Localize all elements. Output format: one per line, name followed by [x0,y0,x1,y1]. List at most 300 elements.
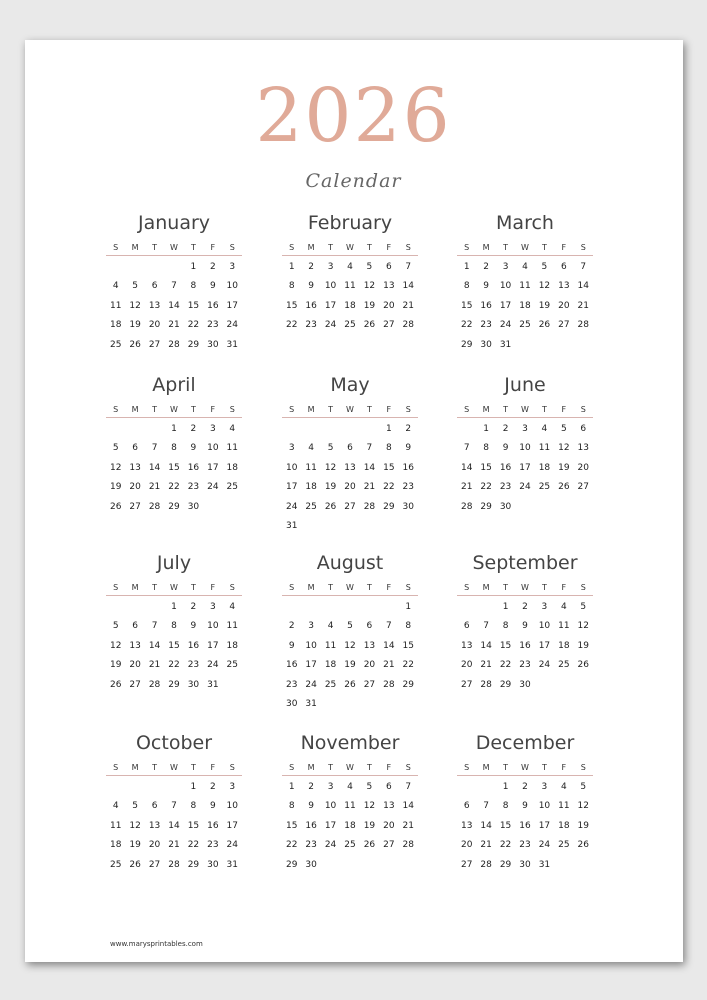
day-cell: 10 [538,621,551,632]
day-cell: 23 [187,660,200,671]
weekday-label: S [580,405,586,414]
day-cell: 3 [541,602,548,612]
day-cell [535,676,554,695]
day-cell: 18 [344,820,356,831]
day-cell: 28 [480,859,492,870]
day-cell: 20 [558,300,570,311]
day-cell: 3 [209,424,216,434]
day-cell: 1 [385,424,392,434]
day-cell: 22 [285,320,298,331]
day-cell [203,498,222,517]
day-cell: 17 [538,640,551,651]
day-cell: 25 [305,501,317,512]
day-cell: 11 [109,820,122,831]
day-cell: 24 [207,482,219,493]
day-cell: 26 [344,679,356,690]
day-cell [457,420,476,439]
day-cell: 22 [187,320,200,331]
day-cell: 21 [148,660,161,671]
week-row [282,637,418,656]
weekday-label: M [482,405,490,414]
day-cell: 7 [483,621,489,632]
day-cell: 21 [480,660,492,671]
day-cell: 17 [226,820,238,831]
day-cell: 12 [558,443,570,454]
weekday-label: S [229,405,235,414]
day-cell: 16 [480,300,492,311]
day-cell: 28 [402,840,414,851]
day-cell: 28 [402,320,414,331]
weekday-label: S [464,405,470,414]
day-cell: 10 [324,281,337,292]
day-cell: 1 [463,262,470,272]
day-cell: 26 [577,660,589,671]
day-cell [125,258,144,277]
day-cell [340,695,359,714]
week-row [106,836,242,855]
week-row [282,459,418,478]
day-cell: 28 [480,679,492,690]
day-cell: 5 [580,782,587,792]
day-cell: 14 [460,462,473,473]
day-cell: 29 [187,339,200,350]
day-cell: 30 [519,859,531,870]
day-cell [476,598,495,617]
day-cell [457,778,476,797]
weekday-label: S [113,763,119,772]
day-cell: 20 [577,462,589,473]
day-cell: 15 [187,300,200,311]
day-cell: 5 [560,424,567,434]
day-cell: 17 [538,820,551,831]
day-cell: 20 [460,660,473,671]
day-cell [145,258,164,277]
day-cell: 3 [327,262,334,272]
day-cell: 3 [229,262,236,272]
day-cell: 27 [383,840,395,851]
day-cell [223,498,242,517]
day-cell: 17 [207,462,219,473]
day-cell: 23 [187,482,200,493]
day-cell: 22 [480,482,492,493]
day-cell: 18 [226,640,238,651]
day-cell: 8 [171,443,177,454]
day-cell: 8 [171,621,177,632]
weekday-label: S [464,583,470,592]
day-cell: 12 [538,281,551,292]
month-september [457,551,593,695]
day-cell [554,336,573,355]
month-title: March [496,212,554,234]
day-cell: 30 [207,859,219,870]
week-row [457,598,593,617]
weekday-label: T [152,405,157,414]
weekday-label: W [346,405,354,414]
weekday-label: M [482,243,490,252]
day-cell [340,420,359,439]
day-cell: 22 [499,840,512,851]
day-cell [554,856,573,875]
day-cell: 1 [288,262,295,272]
day-cell: 28 [577,320,589,331]
day-cell: 24 [538,840,551,851]
day-cell [360,856,379,875]
week-row [457,836,593,855]
day-cell: 2 [209,262,216,272]
day-cell: 4 [229,602,236,612]
day-cell: 3 [308,621,314,632]
day-cell: 6 [151,281,158,292]
day-cell: 2 [502,424,509,434]
day-cell: 26 [324,501,337,512]
month-march [457,211,593,355]
month-title: January [137,212,211,234]
day-cell: 15 [168,640,180,651]
day-cell: 13 [148,300,161,311]
day-cell: 9 [522,621,528,632]
day-cell [125,598,144,617]
day-cell: 23 [207,320,219,331]
day-cell: 18 [519,300,531,311]
day-cell: 25 [538,482,551,493]
week-row [457,797,593,816]
day-cell: 22 [168,660,180,671]
weekday-label: S [229,763,235,772]
day-cell: 17 [305,660,317,671]
weekday-label: F [561,405,567,414]
day-cell: 13 [558,281,570,292]
month-title: November [300,732,400,754]
day-cell: 24 [324,320,337,331]
day-cell: 5 [541,262,548,272]
day-cell: 30 [519,679,531,690]
weekday-header [106,403,242,418]
day-cell: 4 [327,621,334,632]
day-cell: 11 [305,462,317,473]
day-cell: 2 [483,262,489,272]
weekday-label: T [328,243,333,252]
day-cell: 29 [168,501,180,512]
day-cell: 6 [347,443,353,454]
day-cell: 25 [344,840,356,851]
day-cell: 12 [324,462,337,473]
day-cell: 11 [226,443,238,454]
day-cell: 30 [480,339,492,350]
week-row [106,617,242,636]
weekday-label: W [170,243,178,252]
day-cell: 15 [383,462,395,473]
weekday-label: F [386,405,392,414]
day-cell: 25 [109,339,122,350]
day-cell: 8 [502,621,509,632]
week-row [457,316,593,335]
day-cell: 19 [129,320,141,331]
day-cell: 21 [363,482,376,493]
day-cell: 18 [226,462,238,473]
weekday-header [282,241,418,256]
day-cell: 16 [305,820,317,831]
day-cell [360,695,379,714]
day-cell: 14 [148,462,161,473]
week-row [106,316,242,335]
weekday-label: S [580,243,586,252]
day-cell [457,598,476,617]
day-cell [282,420,301,439]
month-title: May [330,374,370,396]
day-cell: 14 [402,801,414,812]
day-cell: 17 [226,300,238,311]
day-cell: 27 [344,501,356,512]
day-cell [125,420,144,439]
day-cell: 2 [209,782,216,792]
day-cell [379,598,398,617]
day-cell: 6 [132,443,138,454]
weekday-label: T [328,763,333,772]
weekday-label: S [405,763,411,772]
weekday-label: S [289,243,295,252]
day-cell: 26 [109,679,122,690]
day-cell: 2 [522,782,528,792]
day-cell: 26 [109,501,122,512]
day-cell: 6 [151,801,158,812]
day-cell: 2 [190,424,197,434]
day-cell: 29 [285,859,298,870]
day-cell: 5 [580,602,587,612]
weekday-label: S [113,243,119,252]
weekday-label: F [210,405,216,414]
day-cell: 4 [112,281,119,292]
weekday-label: T [541,583,547,592]
day-cell: 31 [285,520,298,531]
day-cell: 15 [285,820,298,831]
day-cell: 25 [344,320,356,331]
day-cell [321,856,340,875]
day-cell [301,517,320,536]
weekday-label: T [366,583,372,592]
weekday-label: T [541,763,547,772]
day-cell: 6 [463,621,470,632]
month-december [457,731,593,875]
day-cell: 12 [109,462,122,473]
day-cell: 5 [132,801,138,812]
day-cell: 7 [405,782,412,792]
weekday-label: M [482,763,490,772]
day-cell: 12 [109,640,122,651]
day-cell: 20 [129,660,141,671]
weekday-label: M [307,405,315,414]
day-cell: 15 [168,462,180,473]
day-cell: 19 [324,482,337,493]
weekday-label: W [521,243,529,252]
day-cell [340,517,359,536]
day-cell: 7 [151,443,158,454]
week-row [106,459,242,478]
day-cell: 14 [168,820,180,831]
day-cell: 4 [522,262,528,272]
day-cell: 10 [538,801,551,812]
day-cell: 3 [522,424,528,434]
day-cell: 2 [308,262,314,272]
weekday-label: T [190,763,196,772]
day-cell: 24 [499,320,512,331]
weekday-header [282,403,418,418]
day-cell: 4 [560,602,567,612]
day-cell: 21 [402,820,414,831]
day-cell [282,598,301,617]
week-row [106,258,242,277]
day-cell: 17 [324,820,337,831]
day-cell: 14 [480,820,492,831]
weekday-label: M [131,763,139,772]
day-cell: 27 [460,859,473,870]
day-cell [399,695,418,714]
day-cell [574,676,593,695]
weekday-header [282,761,418,776]
weekday-label: F [386,583,392,592]
weekday-label: S [113,583,119,592]
day-cell: 28 [383,679,395,690]
day-cell [515,498,534,517]
day-cell: 21 [168,320,180,331]
weekday-label: T [152,243,157,252]
day-cell [574,498,593,517]
day-cell: 23 [499,482,512,493]
day-cell: 26 [129,859,141,870]
weekday-label: T [366,405,372,414]
day-cell: 28 [363,501,376,512]
day-cell: 6 [385,782,392,792]
day-cell: 17 [207,640,219,651]
week-row [282,420,418,439]
year-title: 2026 [255,73,452,159]
weekday-label: T [541,243,547,252]
day-cell: 16 [402,462,414,473]
day-cell: 30 [402,501,414,512]
day-cell: 22 [383,482,395,493]
day-cell: 3 [541,782,548,792]
day-cell: 13 [148,820,161,831]
day-cell: 23 [285,679,298,690]
day-cell: 15 [402,640,414,651]
day-cell: 5 [327,443,334,454]
weekday-label: M [307,243,315,252]
week-row [457,478,593,497]
day-cell: 10 [226,281,238,292]
day-cell: 25 [558,660,570,671]
day-cell: 24 [285,501,298,512]
day-cell: 14 [480,640,492,651]
day-cell: 10 [305,640,317,651]
day-cell: 21 [577,300,589,311]
day-cell: 15 [285,300,298,311]
day-cell: 30 [187,679,200,690]
day-cell: 17 [285,482,298,493]
weekday-header [106,761,242,776]
day-cell: 13 [577,443,589,454]
weekday-label: S [580,583,586,592]
weekday-label: W [346,243,354,252]
day-cell: 3 [502,262,509,272]
day-cell: 29 [168,679,180,690]
week-row [282,297,418,316]
day-cell: 5 [132,281,138,292]
day-cell: 8 [288,281,295,292]
weekday-label: M [131,405,139,414]
weekday-header [457,241,593,256]
day-cell: 21 [148,482,161,493]
day-cell: 7 [483,801,489,812]
week-row [282,617,418,636]
day-cell: 19 [558,462,570,473]
day-cell [223,676,242,695]
weekday-label: S [580,763,586,772]
day-cell: 8 [385,443,392,454]
day-cell: 26 [558,482,570,493]
weekday-label: F [210,243,216,252]
day-cell: 9 [522,801,528,812]
week-row [106,656,242,675]
day-cell [574,336,593,355]
day-cell: 18 [109,320,122,331]
day-cell: 18 [305,482,317,493]
week-row [282,598,418,617]
day-cell: 29 [402,679,414,690]
week-row [106,297,242,316]
weekday-label: T [503,405,508,414]
day-cell: 20 [148,840,161,851]
day-cell: 15 [460,300,473,311]
day-cell: 21 [480,840,492,851]
week-row [106,277,242,296]
day-cell: 9 [209,801,216,812]
weekday-header [457,403,593,418]
week-row [282,676,418,695]
day-cell: 6 [560,262,567,272]
month-january [106,211,242,355]
week-row [457,676,593,695]
day-cell: 17 [324,300,337,311]
week-row [106,598,242,617]
day-cell: 22 [402,660,414,671]
day-cell: 27 [148,339,161,350]
month-title: April [152,374,196,396]
weekday-label: T [152,763,157,772]
week-row [457,817,593,836]
day-cell [360,420,379,439]
weekday-label: T [190,243,196,252]
day-cell: 21 [383,660,395,671]
day-cell: 13 [129,462,141,473]
week-row [282,817,418,836]
week-row [457,420,593,439]
day-cell: 29 [383,501,395,512]
day-cell: 16 [519,820,531,831]
day-cell: 27 [383,320,395,331]
day-cell: 22 [187,840,200,851]
day-cell: 15 [499,640,512,651]
day-cell: 13 [344,462,356,473]
week-row [106,498,242,517]
day-cell: 9 [190,621,197,632]
weekday-label: W [346,583,354,592]
week-row [282,778,418,797]
day-cell: 11 [538,443,551,454]
day-cell [399,856,418,875]
day-cell: 23 [480,320,492,331]
day-cell: 22 [460,320,473,331]
day-cell: 9 [308,801,314,812]
day-cell: 7 [171,801,177,812]
